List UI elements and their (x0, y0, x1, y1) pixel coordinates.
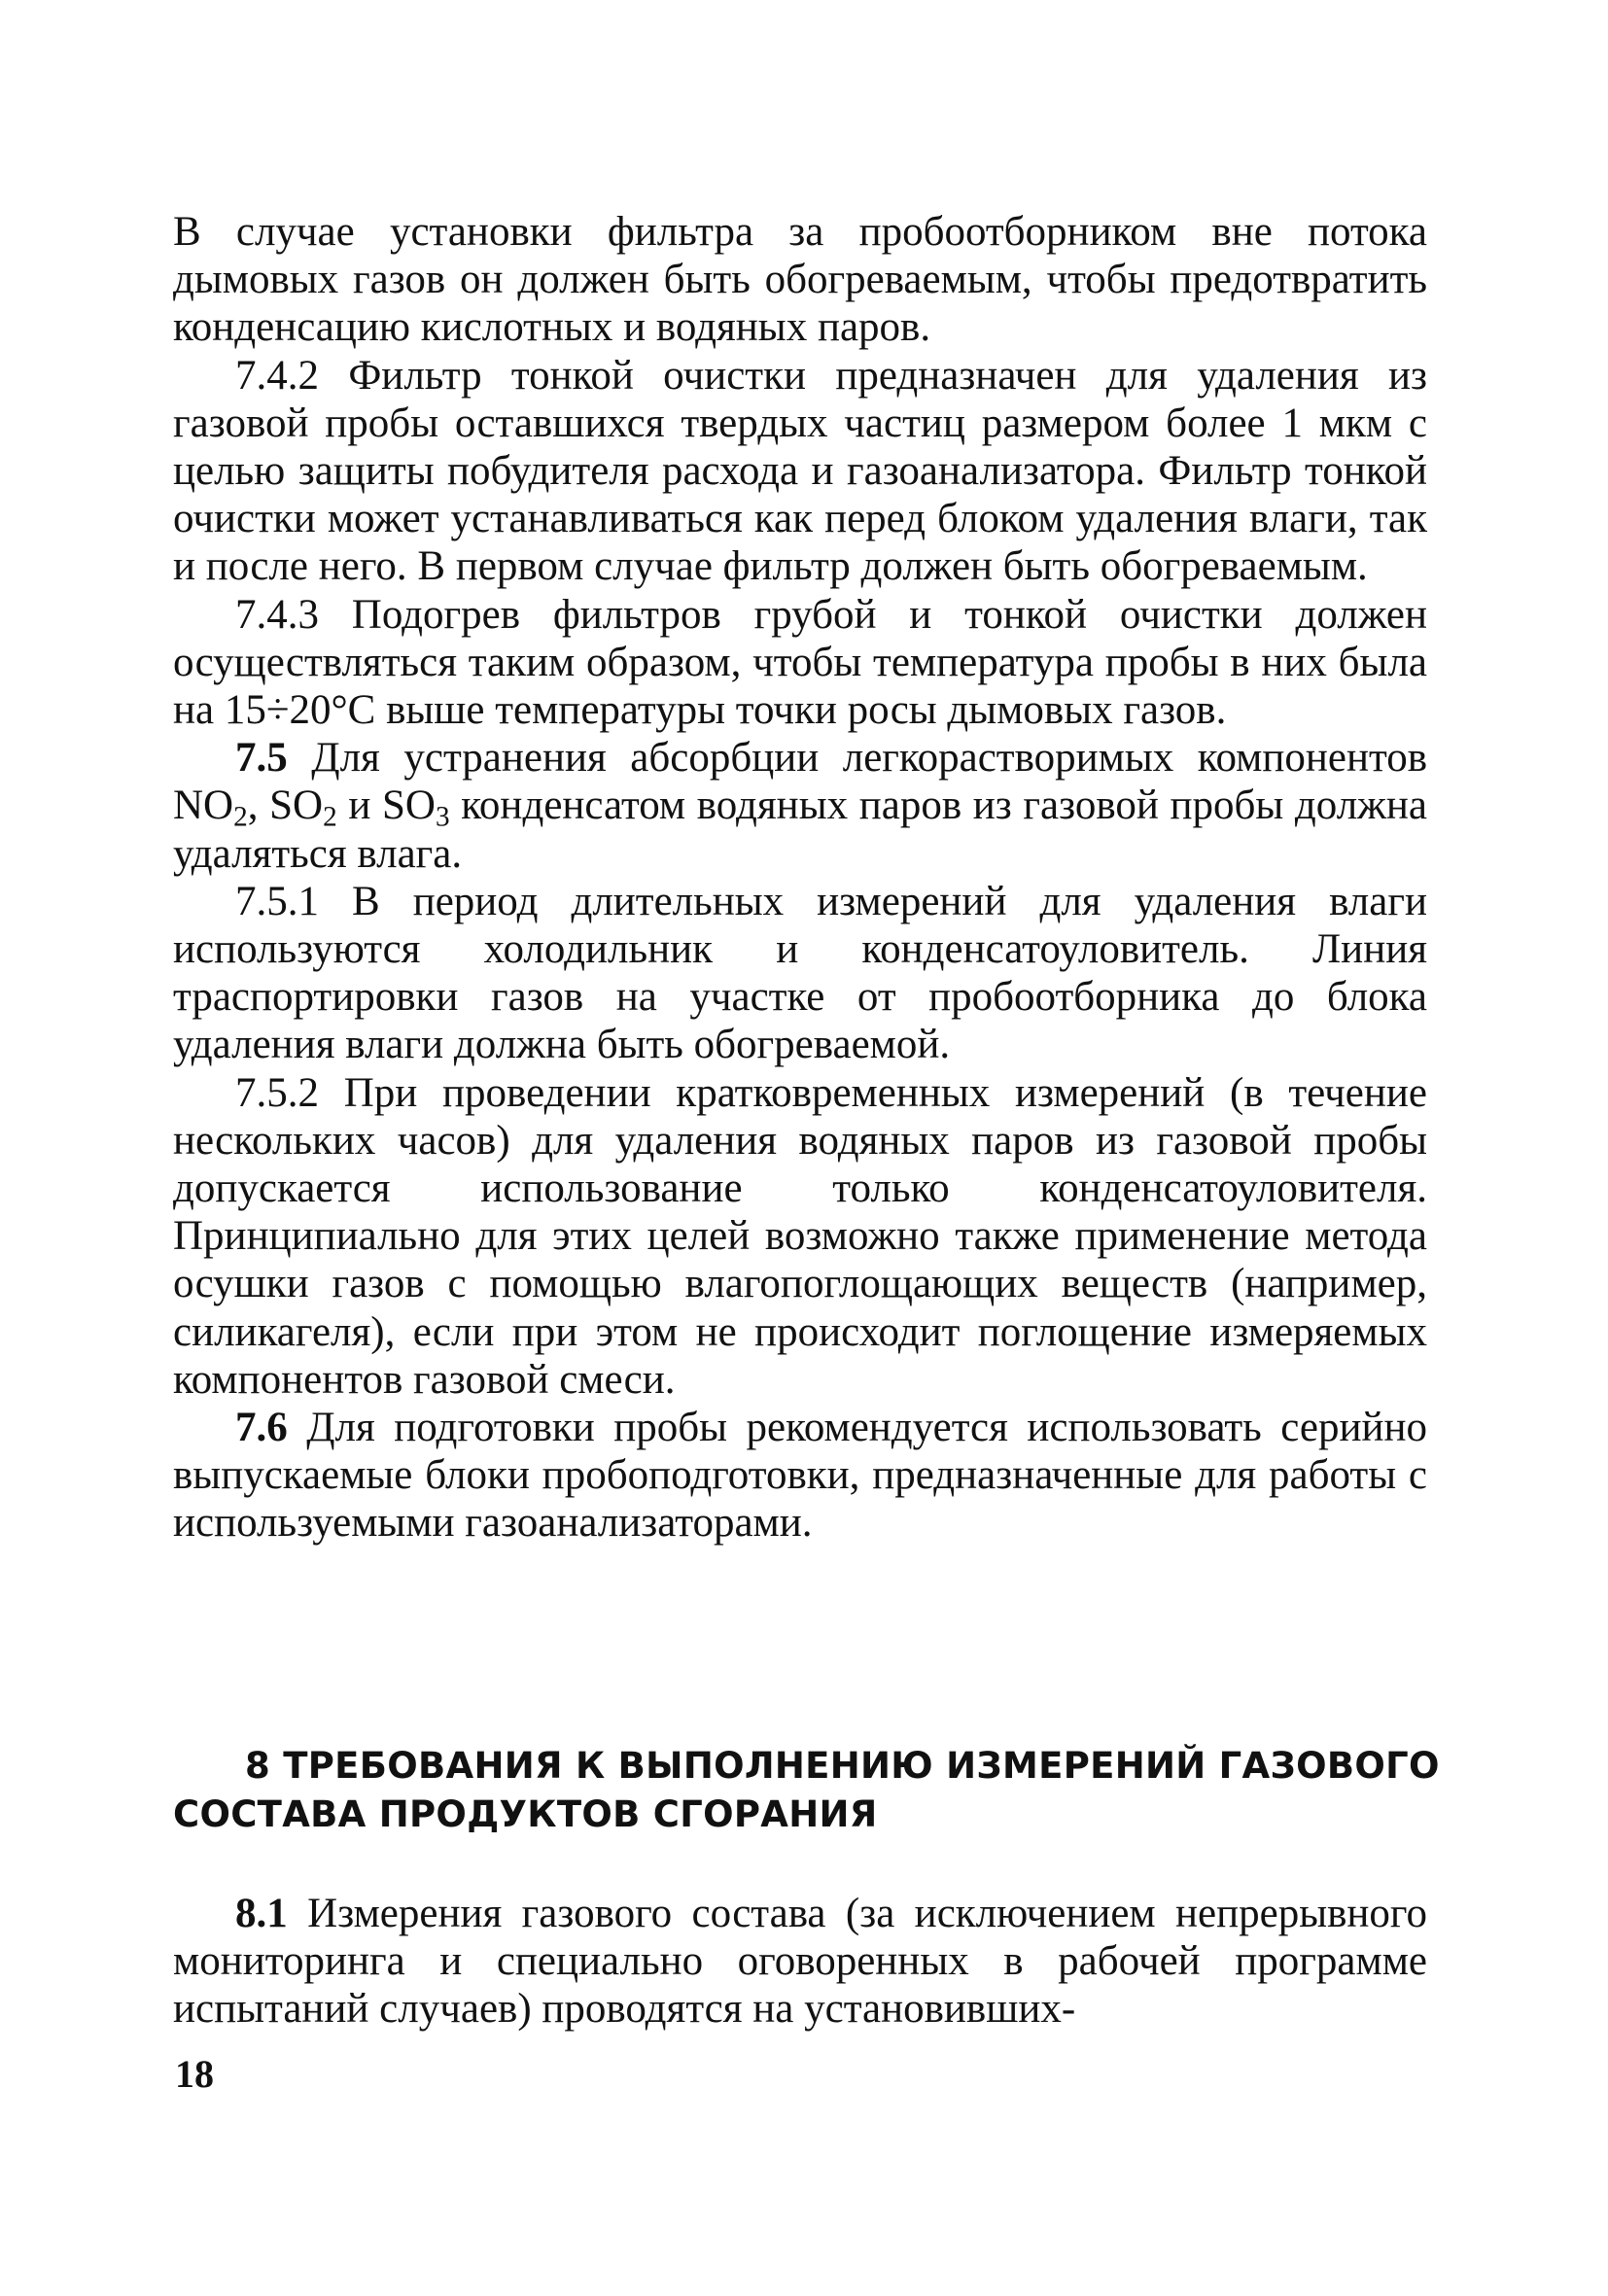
paragraph-filter-heating (173, 208, 1427, 352)
clause-number: 7.4.3 (235, 591, 319, 638)
section-heading-line: 8 ТРЕБОВАНИЯ К ВЫПОЛНЕНИЮ ИЗМЕРЕНИЙ ГАЗОВОГО (245, 1745, 1440, 1787)
paragraph-text: , SO (247, 783, 324, 829)
clause-number: 7.4.2 (235, 352, 319, 399)
paragraph-text: Измерения газового состава (за исключением непрерывного мониторинга и специально оговоренных в рабочей программе испытаний случаев) проводятся на установивших- (173, 1891, 1427, 2033)
paragraph-7-6 (173, 1404, 1427, 1548)
paragraph-text: Подогрев фильтров грубой и тонкой очистки должен осуществляться таким образом, чтобы температура пробы в них была на 15÷20°С выше температуры точки росы дымовых газов. (173, 591, 1427, 734)
paragraph-7-5-2 (173, 1069, 1427, 1404)
section-8-text (173, 1890, 1427, 2034)
paragraph-7-5 (173, 734, 1427, 878)
clause-number: 7.5.2 (235, 1069, 319, 1116)
clause-number: 7.5.1 (235, 878, 319, 924)
paragraph-text: конденсатом водяных паров из газовой пробы должна удаляться влага. (173, 783, 1427, 877)
subscript: 3 (435, 801, 450, 833)
subscript: 2 (323, 801, 337, 833)
section-heading (173, 1742, 1440, 1839)
paragraph-text: В период длительных измерений для удаления влаги используются холодильник и конденсатоуловитель. Линия траспортировки газов на участке от пробоотборника до блока удаления влаги должна быть обогреваемой. (173, 878, 1427, 1068)
paragraph-text: Фильтр тонкой очистки предназначен для удаления из газовой пробы оставшихся твердых частиц размером более 1 мкм с целью защиты побудителя расхода и газоанализатора. Фильтр тонкой очистки может устанавливаться как перед блоком удаления влаги, так и после него. В первом случае фильтр должен быть обогреваемым. (173, 352, 1427, 590)
paragraph-text: В случае установки фильтра за пробоотборником вне потока дымовых газов он должен быть обогреваемым, чтобы предотвратить конденсацию кислотных и водяных паров. (173, 209, 1427, 351)
section-heading-line: СОСТАВА ПРОДУКТОВ СГОРАНИЯ (173, 1793, 878, 1835)
paragraph-7-4-3 (173, 591, 1427, 735)
paragraph-text: и SO (336, 783, 436, 829)
paragraph-7-4-2 (173, 352, 1427, 591)
clause-number: 7.6 (235, 1405, 288, 1451)
subscript: 2 (233, 801, 248, 833)
clause-number: 7.5 (235, 735, 288, 782)
page-number: 18 (175, 2052, 214, 2096)
paragraph-text: Для устранения абсорбции легкорастворимых компонентов NO (173, 735, 1427, 829)
paragraph-8-1 (173, 1890, 1427, 2034)
paragraph-text: Для подготовки пробы рекомендуется использовать серийно выпускаемые блоки пробоподготовки, предназначенные для работы с используемыми газоанализаторами. (173, 1405, 1427, 1547)
body-text (173, 208, 1427, 1548)
clause-number: 8.1 (235, 1891, 288, 1936)
paragraph-7-5-1 (173, 878, 1427, 1069)
paragraph-text: При проведении кратковременных измерений (в течение нескольких часов) для удаления водяных паров из газовой пробы допускается использование только конденсатоуловителя. Принципиально для этих целей возможно также применение метода осушки газов с помощью влагопоглощающих веществ (например, силикагеля), если при этом не происходит поглощение измеряемых компонентов газовой смеси. (173, 1069, 1427, 1403)
